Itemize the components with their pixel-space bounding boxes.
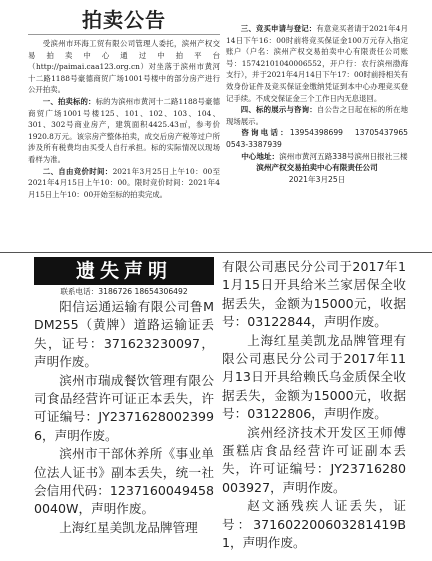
lost-notices-left (34, 298, 214, 537)
lost-notice-item: 赵文涵残疾人证丢失，证号：371602200603281419B1，声明作废。 (222, 498, 406, 551)
lost-notice-item: 滨州市瑞成餐饮管理有限公司食品经营许可证正本丢失，许可证编号：JY23716280023996，声明作废。 (34, 372, 214, 443)
center-address-label: 中心地址： (241, 151, 280, 161)
lost-notice-item: 有限公司惠民分公司于2017年11月15日开具给米兰家居保全收据丢失，金额为15000元，收据号：03122844，声明作废。 (222, 259, 406, 330)
lost-notice-item: 上海红星美凯龙品牌管理有限公司惠民分公司于2017年11月13日开具给赖氏乌金质保全收据丢失，金额为15000元，收据号：03122806，声明作废。 (222, 332, 406, 422)
center-address-value: 滨州市黄河五路338号滨州日报社三楼 (279, 151, 408, 161)
auction-section-4 (226, 104, 408, 127)
lost-notice-item: 上海红星美凯龙品牌管理 (59, 519, 198, 535)
auction-right-column (226, 0, 416, 185)
section-divider (0, 252, 432, 253)
auction-title-box (28, 6, 220, 35)
center-address (226, 151, 408, 163)
auction-section-3 (226, 23, 408, 104)
section-2-text: 2021年3月25日上午10：00至2021年4月15日上午10：00。限时竞价时间：2021年4月15日上午10：00开始至标的拍卖完成。 (28, 166, 220, 199)
lost-notice-banner: 遗失声明 (34, 257, 214, 285)
auction-intro: 受滨州市环海工贸有限公司管理人委托，滨州产权交易拍卖中心通过中拍平台（http://paimai.caa123.org.cn）对坐落于滨州市黄河十二路1188号豪德商贸广场1001号楼中的部分房产进行公开拍卖。 (28, 39, 220, 95)
section-3-text: 有意竞买者请于2021年4月14日下午16：00时前将竞买保证金100万元存入指定账户（户名：滨州产权交易拍卖中心有限责任公司账号：15742101040006552，开户行：农行滨州渤海支行），并于2021年4月14日下午17：00时前持相关有效身份证件及竞买保证金缴纳凭证到本中心办理竞买登记手续。不成交保证金三个工作日内无息退回。 (226, 24, 408, 103)
auction-section-2 (28, 166, 220, 201)
section-1-text: 标的为滨州市黄河十二路1188号豪德商贸广场1001号楼125、101、102、103、104、301、302号商业房产，建筑面积4425.43㎡，参考价1920.8万元。该宗房产整体拍卖，成交后房产税等过户所涉及所有税费均由买受人自行承担。标的实际情况以现场看样为准。 (28, 96, 220, 164)
section-1-heading: 一、拍卖标的： (42, 96, 96, 106)
consult-phone-value: 13954398699 13705437965 0543-3387939 (226, 128, 416, 149)
section-3-heading: 三、竞买申请与登记： (240, 24, 317, 33)
lost-notices-right (222, 258, 406, 553)
auction-left-column (28, 38, 220, 200)
consult-phone-label: 咨询电话： (241, 128, 290, 138)
section-4-heading: 四、标的展示与咨询： (240, 105, 317, 115)
lost-notice-item: 滨州市干部休养所《事业单位法人证书》副本丢失，统一社会信用代码：12371600494580040W，声明作废。 (34, 446, 214, 517)
section-4-text: 自公告之日起在标的所在地现场展示。 (226, 105, 408, 126)
auction-title: 拍卖公告 (82, 8, 166, 32)
lost-notice-item: 阳信运通运输有限公司鲁MDM255（黄牌）道路运输证丢失，证号：371623230097，声明作废。 (34, 299, 214, 370)
auction-section-1 (28, 96, 220, 166)
auction-notice (0, 0, 432, 250)
consult-phone (226, 127, 416, 150)
lost-contact-phone: 联系电话：3186726 18654306492 (60, 287, 188, 296)
auction-date: 2021年3月25日 (288, 174, 346, 184)
section-2-heading: 二、自由竞价时间： (42, 166, 113, 176)
lost-notice-item: 滨州经济技术开发区王师傅蛋糕店食品经营许可证副本丢失，许可证编号：JY23716280003927，声明作废。 (222, 424, 406, 495)
auction-signature: 滨州产权交易拍卖中心有限责任公司 (256, 163, 378, 173)
